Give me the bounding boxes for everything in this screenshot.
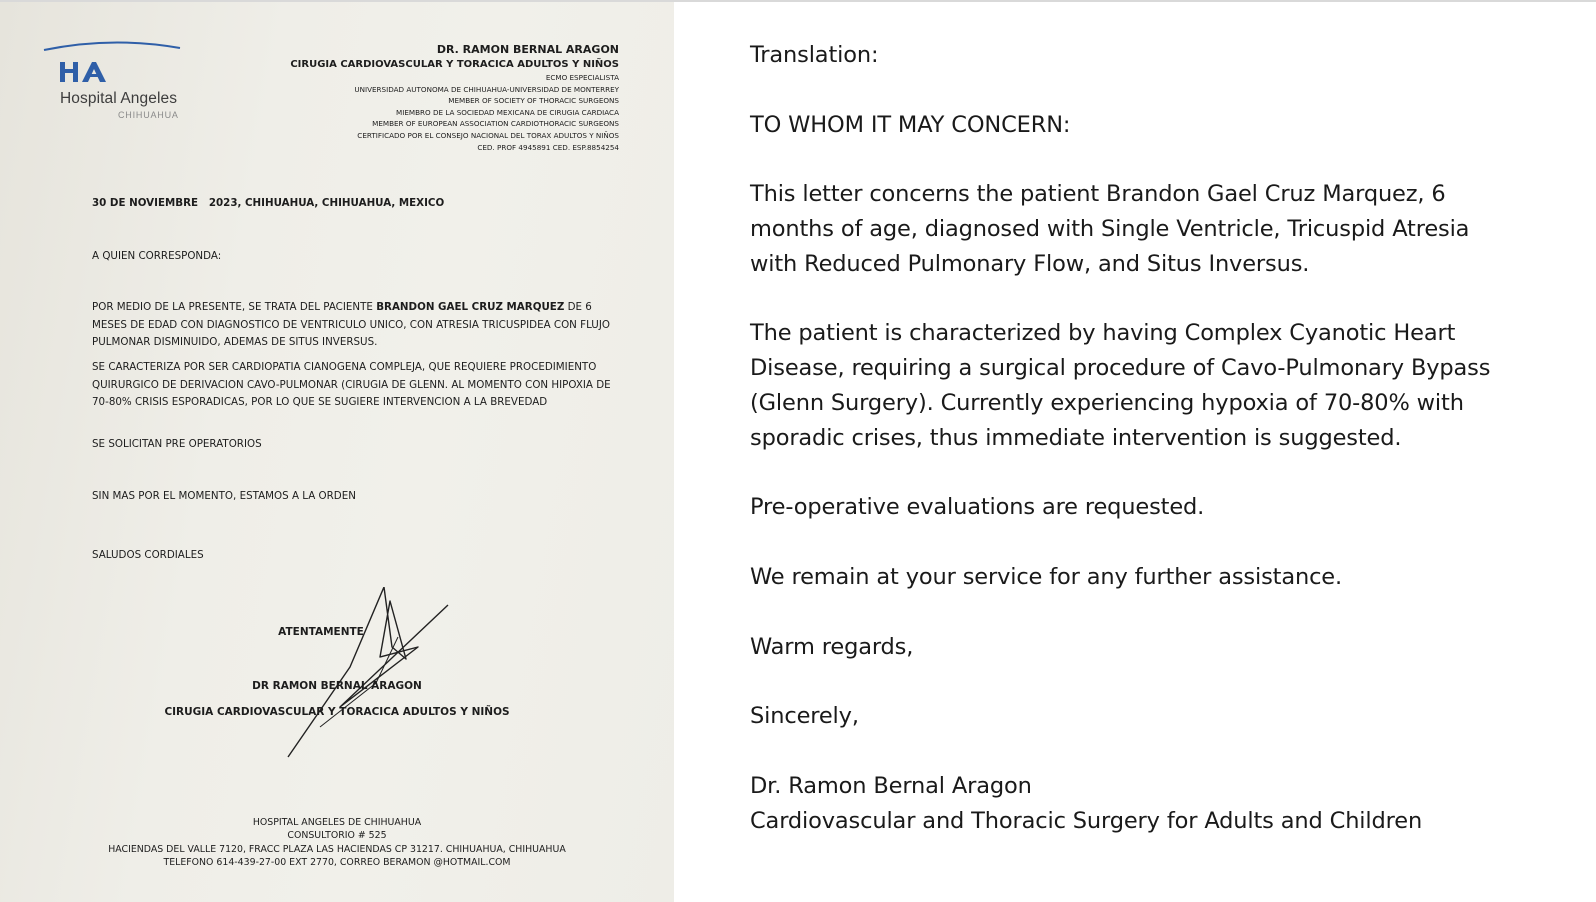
- letter-regards: SALUDOS CORDIALES: [92, 549, 204, 561]
- text-line: The patient is characterized by having Complex Cyanotic Heart: [750, 320, 1456, 347]
- translation-paragraph-3: Pre-operative evaluations are requested.: [750, 494, 1205, 521]
- translation-paragraph-4: We remain at your service for any further assistance.: [750, 563, 1343, 590]
- footer-line: HACIENDAS DEL VALLE 7120, FRACC PLAZA LAS HACIENDAS CP 31217. CHIHUAHUA, CHIHUAHUA: [108, 843, 566, 855]
- letter-date: 30 DE NOVIEMBRE 2023, CHIHUAHUA, CHIHUAHUA, MEXICO: [92, 197, 445, 209]
- credential-line: UNIVERSIDAD AUTONOMA DE CHIHUAHUA-UNIVERSIDAD DE MONTERREY: [354, 84, 619, 94]
- original-letter-photo: [0, 2, 674, 902]
- footer-line: HOSPITAL ANGELES DE CHIHUAHUA: [252, 817, 422, 828]
- letter-signer: DR RAMON BERNAL ARAGON: [252, 680, 422, 692]
- letter-signer-title: CIRUGIA CARDIOVASCULAR Y TORACICA ADULTOS Y NIÑOS: [164, 706, 510, 718]
- hospital-city: CHIHUAHUA: [118, 110, 179, 120]
- letterhead-specialty: CIRUGIA CARDIOVASCULAR Y TORACICA ADULTOS Y NIÑOS: [290, 59, 619, 70]
- signature-icon: [280, 587, 460, 767]
- credential-line: MEMBER OF SOCIETY OF THORACIC SURGEONS: [448, 96, 619, 106]
- letter-salutation: A QUIEN CORRESPONDA:: [92, 250, 222, 262]
- translation-heading: Translation:: [750, 42, 879, 68]
- text-line: Disease, requiring a surgical procedure of Cavo-Pulmonary Bypass: [750, 355, 1491, 382]
- letter-footer: [0, 816, 674, 870]
- credential-line: MIEMBRO DE LA SOCIEDAD MEXICANA DE CIRUGIA CARDIACA: [396, 107, 619, 117]
- translation-panel: [750, 38, 1570, 838]
- letterhead: [199, 42, 619, 153]
- letter-closing: ATENTAMENTE: [278, 626, 364, 638]
- translation-salutation: TO WHOM IT MAY CONCERN:: [750, 111, 1071, 138]
- text-line: sporadic crises, thus immediate intervention is suggested.: [750, 424, 1402, 451]
- hospital-logo-icon: [42, 38, 192, 88]
- hospital-name: Hospital Angeles: [60, 90, 178, 107]
- footer-line: TELEFONO 614-439-27-00 EXT 2770, CORREO BERAMON @HOTMAIL.COM: [163, 857, 511, 869]
- translation-signer: Dr. Ramon Bernal Aragon: [750, 772, 1032, 799]
- para1-intro: POR MEDIO DE LA PRESENTE, SE TRATA DEL PACIENTE: [92, 301, 377, 313]
- translation-closing: Sincerely,: [750, 703, 859, 730]
- credential-line: CED. PROF 4945891 CED. ESP.8854254: [477, 142, 619, 152]
- text-line: This letter concerns the patient Brandon Gael Cruz Marquez, 6: [750, 181, 1446, 208]
- credential-line: MEMBER OF EUROPEAN ASSOCIATION CARDIOTHORACIC SURGEONS: [372, 119, 619, 129]
- translation-paragraph-2: [750, 316, 1570, 455]
- translation-signer-title: Cardiovascular and Thoracic Surgery for Adults and Children: [750, 807, 1423, 834]
- letter-paragraph-3: SE SOLICITAN PRE OPERATORIOS: [92, 438, 262, 450]
- text-line: with Reduced Pulmonary Flow, and Situs Inversus.: [750, 250, 1310, 277]
- translation-paragraph-1: [750, 177, 1570, 281]
- credential-line: ECMO ESPECIALISTA: [545, 73, 619, 82]
- letter-paragraph-1: [92, 299, 622, 352]
- credential-line: CERTIFICADO POR EL CONSEJO NACIONAL DEL TORAX ADULTOS Y NIÑOS: [357, 130, 619, 140]
- letter-paragraph-4: SIN MAS POR EL MOMENTO, ESTAMOS A LA ORDEN: [92, 490, 356, 502]
- letterhead-doctor: DR. RAMON BERNAL ARAGON: [436, 43, 619, 56]
- translation-regards: Warm regards,: [750, 633, 914, 660]
- letter-paragraph-2: SE CARACTERIZA POR SER CARDIOPATIA CIANOGENA COMPLEJA, QUE REQUIERE PROCEDIMIENTO QUIRURGICO DE DERIVACION CAVO-PULMONAR (CIRUGIA DE GLENN. AL MOMENTO CON HIPOXIA DE 70-80% CRISIS ESPORADICAS, POR LO QUE SE SUGIERE INTERVENCION A LA BREVEDAD: [92, 361, 611, 408]
- hospital-logo: [42, 38, 192, 128]
- footer-line: CONSULTORIO # 525: [287, 830, 387, 842]
- para1-diagnosis: DE 6 MESES DE EDAD CON DIAGNOSTICO DE VENTRICULO UNICO, CON ATRESIA TRICUSPIDEA CON FLUJO PULMONAR DISMINUIDO, ADEMAS DE SITUS INVERSUS.: [92, 301, 610, 348]
- patient-name: BRANDON GAEL CRUZ MARQUEZ: [376, 301, 565, 313]
- text-line: months of age, diagnosed with Single Ventricle, Tricuspid Atresia: [750, 215, 1470, 242]
- text-line: (Glenn Surgery). Currently experiencing hypoxia of 70-80% with: [750, 389, 1464, 416]
